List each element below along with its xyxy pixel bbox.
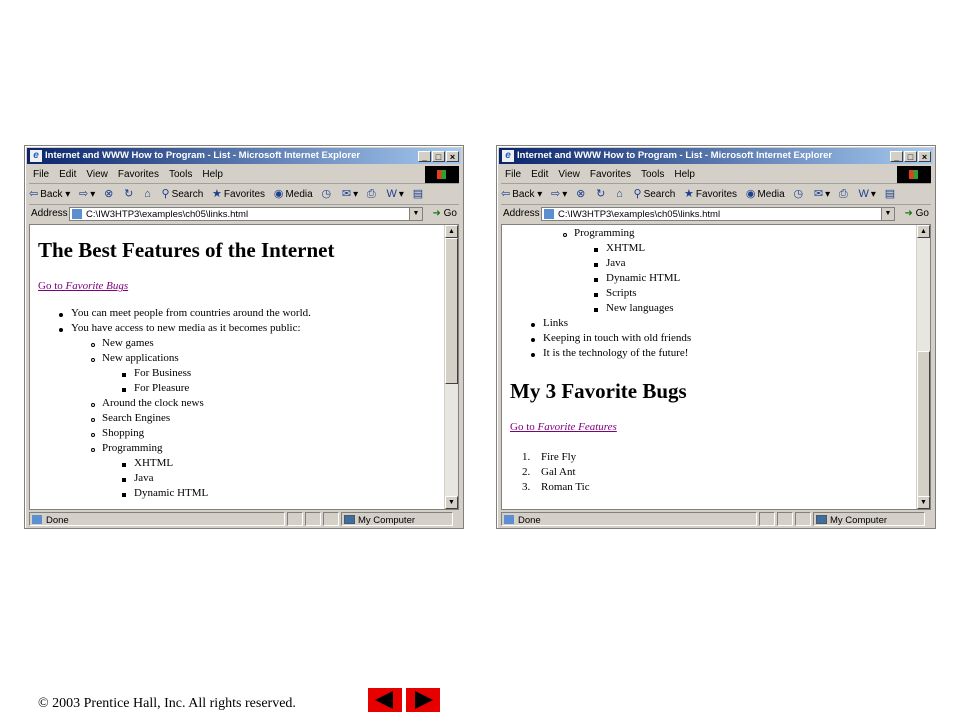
bullet-disc (531, 323, 535, 327)
discuss-icon: ▤ (412, 188, 424, 200)
list-item: Java (134, 472, 154, 484)
page-done-icon (504, 515, 514, 524)
discuss-button[interactable] (885, 184, 897, 205)
list-item: You have access to new media as it becomes public: (71, 322, 301, 334)
list-item: Java (606, 257, 626, 269)
refresh-button[interactable] (596, 184, 607, 205)
bullet-disc (59, 313, 63, 317)
bullet-square (122, 388, 126, 392)
bullet-square (594, 293, 598, 297)
scroll-up-button[interactable]: ▲ (917, 225, 930, 238)
vertical-scrollbar[interactable] (916, 225, 930, 509)
media-icon: ◉ (745, 188, 756, 200)
address-input[interactable] (69, 207, 423, 221)
history-icon: ◷ (793, 188, 804, 200)
computer-icon (816, 515, 827, 524)
search-icon: ⚲ (633, 188, 642, 200)
favorites-icon: ★ (684, 188, 694, 200)
bullet-square (122, 463, 126, 467)
ordered-item: Roman Tic (541, 481, 590, 493)
page-icon (544, 209, 554, 219)
page-content (501, 224, 931, 510)
menu-favorites[interactable]: Favorites (589, 169, 631, 180)
search-icon: ⚲ (161, 188, 170, 200)
list-item: New languages (606, 302, 674, 314)
page-done-icon (32, 515, 42, 524)
vertical-scrollbar[interactable] (444, 225, 458, 509)
media-button[interactable]: ◉ Media (745, 188, 785, 200)
copyright-text: © 2003 Prentice Hall, Inc. All rights reserved. (38, 696, 296, 711)
refresh-icon: ↻ (124, 188, 134, 200)
list-item: Keeping in touch with old friends (543, 332, 692, 344)
edit-button[interactable]: W ▾ (386, 188, 404, 200)
address-dropdown-button[interactable]: ▼ (881, 208, 894, 220)
home-icon: ⌂ (616, 188, 623, 200)
status-text-cell: Done (501, 512, 757, 526)
close-button[interactable]: × (918, 151, 931, 162)
print-button[interactable] (839, 184, 850, 205)
bullet-square (122, 478, 126, 482)
menu-tools[interactable]: Tools (640, 169, 665, 180)
zone-cell: My Computer (341, 512, 453, 526)
list-item: New games (102, 337, 154, 349)
scroll-thumb[interactable] (445, 238, 458, 384)
scroll-up-button[interactable]: ▲ (445, 225, 458, 238)
bullet-square (594, 308, 598, 312)
edit-button[interactable]: W ▾ (858, 188, 876, 200)
forward-arrow-icon: ⇨ (551, 188, 561, 200)
arrow-left-icon (375, 691, 393, 709)
list-item: Search Engines (102, 412, 171, 424)
menu-help[interactable]: Help (202, 169, 223, 180)
window-title: Internet and WWW How to Program - List - Microsoft Internet Explorer (517, 150, 833, 161)
list-item: XHTML (134, 457, 174, 469)
bullet-square (594, 278, 598, 282)
scroll-thumb[interactable] (917, 351, 930, 497)
windows-logo-icon (425, 166, 459, 183)
status-bar (501, 512, 931, 527)
go-button[interactable]: ➜ Go (904, 208, 929, 219)
status-cell (305, 512, 321, 526)
address-input[interactable] (541, 207, 895, 221)
status-cell (323, 512, 339, 526)
next-slide-button[interactable] (406, 688, 440, 712)
search-button[interactable]: ⚲ Search (633, 188, 676, 200)
back-arrow-icon: ⇦ (29, 188, 39, 200)
mail-button[interactable]: ✉ ▾ (813, 188, 831, 200)
go-arrow-icon: ➜ (432, 208, 441, 219)
address-bar (501, 205, 931, 223)
maximize-button[interactable]: □ (904, 151, 917, 162)
list-item: New applications (102, 352, 179, 364)
status-cell (759, 512, 775, 526)
bullet-circle (91, 433, 95, 437)
menu-view[interactable]: View (558, 169, 580, 180)
print-icon: ⎙ (838, 188, 848, 200)
back-button[interactable]: ⇦ Back ▾ (29, 188, 71, 200)
list-item: For Business (134, 367, 192, 379)
go-arrow-icon: ➜ (904, 208, 913, 219)
address-label: Address (31, 208, 68, 219)
forward-arrow-icon: ⇨ (79, 188, 89, 200)
stop-icon: ⊗ (576, 188, 586, 200)
refresh-icon: ↻ (596, 188, 606, 200)
stop-button[interactable] (576, 184, 587, 205)
bullet-circle (91, 358, 95, 362)
print-button[interactable] (367, 184, 378, 205)
home-icon: ⌂ (144, 188, 151, 200)
stop-icon: ⊗ (104, 188, 114, 200)
discuss-icon: ▤ (884, 188, 896, 200)
bullet-circle (563, 233, 567, 237)
discuss-button[interactable] (413, 184, 425, 205)
browser-window-left (24, 145, 464, 529)
ie-icon: e (502, 150, 514, 162)
back-arrow-icon: ⇦ (501, 188, 511, 200)
media-icon: ◉ (273, 188, 284, 200)
status-cell (777, 512, 793, 526)
maximize-button[interactable]: □ (432, 151, 445, 162)
menu-favorites[interactable]: Favorites (117, 169, 159, 180)
history-icon: ◷ (321, 188, 332, 200)
arrow-right-icon (415, 691, 433, 709)
print-icon: ⎙ (366, 188, 376, 200)
mail-button[interactable]: ✉ ▾ (341, 188, 359, 200)
favorites-icon: ★ (212, 188, 222, 200)
toolbar (29, 184, 459, 205)
favorites-button[interactable]: ★ Favorites (684, 188, 738, 200)
list-item: Shopping (102, 427, 145, 439)
bullet-circle (91, 448, 95, 452)
go-button[interactable]: ➜ Go (432, 208, 457, 219)
address-value: C:\IW3HTP3\examples\ch05\links.html (86, 209, 249, 220)
mail-icon: ✉ (813, 188, 824, 200)
list-item: Around the clock news (102, 397, 204, 409)
page-content (29, 224, 459, 510)
menu-bar (29, 166, 459, 184)
address-bar (29, 205, 459, 223)
bullet-square (594, 263, 598, 267)
ordered-item: Gal Ant (541, 466, 576, 478)
page-heading: The Best Features of the Internet (38, 238, 335, 262)
previous-slide-button[interactable] (368, 688, 402, 712)
bullet-square (594, 248, 598, 252)
ie-icon: e (30, 150, 42, 162)
history-button[interactable] (321, 184, 333, 205)
browser-window-right (496, 145, 936, 529)
bullet-disc (59, 328, 63, 332)
scroll-down-button[interactable]: ▼ (445, 496, 458, 509)
stop-button[interactable] (104, 184, 115, 205)
zone-cell: My Computer (813, 512, 925, 526)
home-button[interactable] (616, 184, 625, 205)
status-bar (29, 512, 459, 527)
list-item: You can meet people from countries around the world. (71, 307, 311, 319)
title-bar[interactable] (499, 148, 933, 164)
list-item: Links (543, 317, 569, 329)
scroll-down-button[interactable]: ▼ (917, 496, 930, 509)
menu-edit[interactable]: Edit (531, 169, 549, 180)
menu-help[interactable]: Help (674, 169, 695, 180)
media-button[interactable]: ◉ Media (273, 188, 313, 200)
minimize-button[interactable]: _ (890, 151, 903, 162)
favorites-button[interactable]: ★ Favorites (212, 188, 266, 200)
edit-icon: W (858, 188, 869, 200)
list-item: Dynamic HTML (134, 487, 209, 499)
ordered-number: 3. (522, 481, 531, 493)
bullet-circle (91, 343, 95, 347)
ordered-item: Fire Fly (541, 451, 577, 463)
refresh-button[interactable] (124, 184, 135, 205)
list-item: Dynamic HTML (606, 272, 681, 284)
status-text-cell: Done (29, 512, 285, 526)
address-dropdown-button[interactable]: ▼ (409, 208, 422, 220)
title-bar[interactable] (27, 148, 461, 164)
menu-file[interactable]: File (505, 169, 522, 180)
favorite-bugs-link[interactable]: Go to Favorite Bugs (38, 280, 129, 292)
list-item: Programming (102, 442, 163, 454)
page-icon (72, 209, 82, 219)
back-button[interactable]: ⇦ Back ▾ (501, 188, 543, 200)
ordered-number: 1. (522, 451, 531, 463)
bullet-square (122, 373, 126, 377)
menu-file[interactable]: File (33, 169, 50, 180)
toolbar (501, 184, 931, 205)
bullet-disc (531, 338, 535, 342)
list-item: It is the technology of the future! (543, 347, 689, 359)
search-button[interactable]: ⚲ Search (161, 188, 204, 200)
list-item: Programming (574, 227, 635, 239)
list-item: Scripts (606, 287, 637, 299)
computer-icon (344, 515, 355, 524)
forward-button[interactable]: ⇨ ▾ (551, 188, 568, 200)
history-button[interactable] (793, 184, 805, 205)
bullet-circle (91, 403, 95, 407)
menu-edit[interactable]: Edit (59, 169, 77, 180)
forward-button[interactable]: ⇨ ▾ (79, 188, 96, 200)
mail-icon: ✉ (341, 188, 352, 200)
status-cell (287, 512, 303, 526)
edit-icon: W (386, 188, 397, 200)
ordered-number: 2. (522, 466, 531, 478)
address-value: C:\IW3HTP3\examples\ch05\links.html (558, 209, 721, 220)
menu-tools[interactable]: Tools (168, 169, 193, 180)
status-cell (795, 512, 811, 526)
list-item: For Pleasure (134, 382, 190, 394)
favorite-features-link[interactable]: Go to Favorite Features (510, 421, 617, 433)
bullet-circle (91, 418, 95, 422)
minimize-button[interactable]: _ (418, 151, 431, 162)
bullet-square (122, 493, 126, 497)
page-heading: My 3 Favorite Bugs (510, 379, 687, 403)
list-item: XHTML (606, 242, 646, 254)
close-button[interactable]: × (446, 151, 459, 162)
windows-logo-icon (897, 166, 931, 183)
window-title: Internet and WWW How to Program - List - Microsoft Internet Explorer (45, 150, 361, 161)
menu-bar (501, 166, 931, 184)
menu-view[interactable]: View (86, 169, 108, 180)
home-button[interactable] (144, 184, 153, 205)
address-label: Address (503, 208, 540, 219)
bullet-disc (531, 353, 535, 357)
